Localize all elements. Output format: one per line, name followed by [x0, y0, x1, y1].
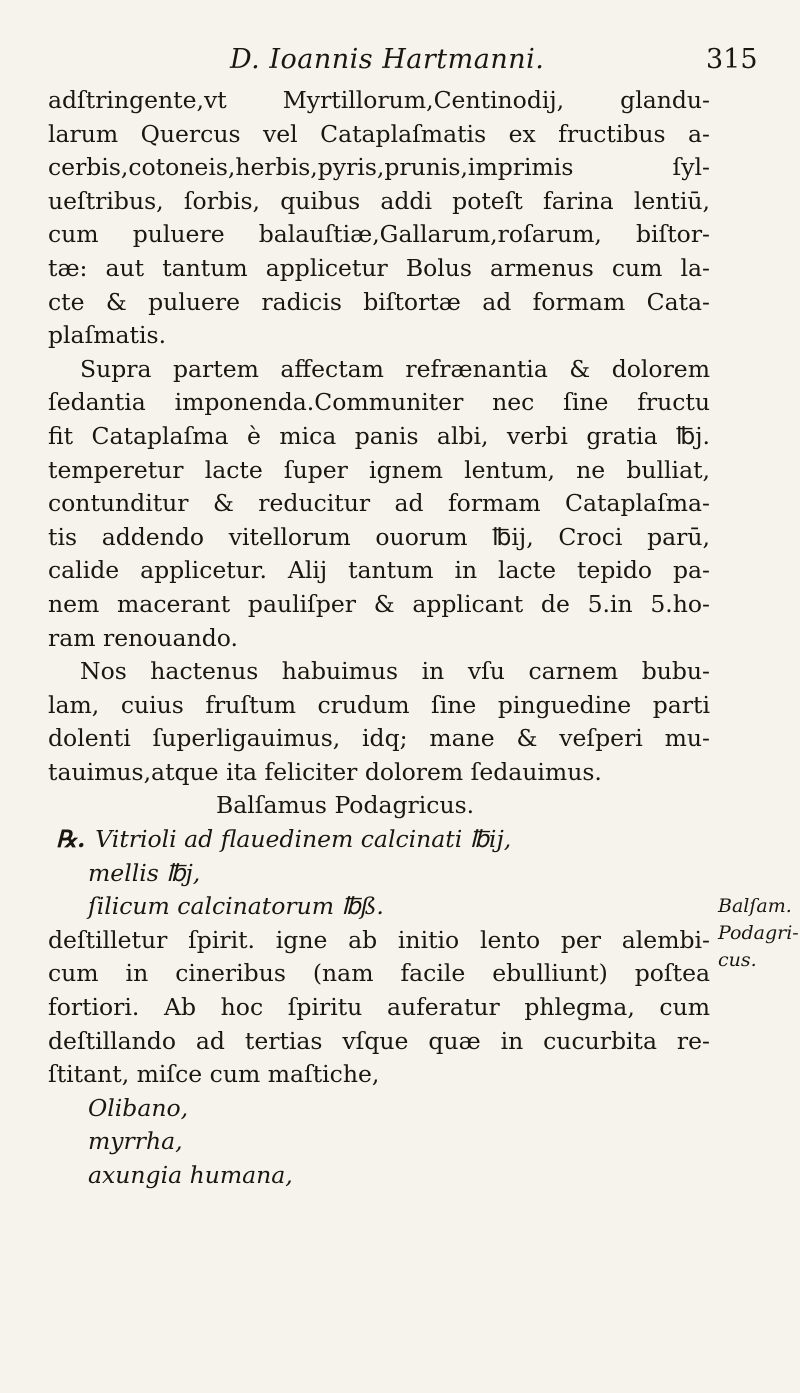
margin-note-line: cus.: [718, 949, 757, 971]
text-line: ſtitant, miſce cum maſtiche,: [48, 1060, 380, 1089]
text-line: deſtilletur ſpirit. igne ab initio lento per alembi-: [48, 925, 710, 954]
margin-note-line: Balſam.: [718, 895, 792, 917]
text-line: tauimus,atque ita feliciter dolorem ſedauimus.: [48, 757, 602, 786]
margin-note: [718, 893, 800, 974]
running-head-title: D. Ioannis Hartmanni.: [230, 44, 545, 75]
text-line: lam, cuius fruſtum crudum ſine pinguedine parti: [48, 690, 710, 719]
text-line: fortiori. Ab hoc ſpiritu auferatur phlegma, cum: [48, 993, 710, 1022]
text-line: Nos hactenus habuimus in vſu carnem bubu-: [80, 657, 710, 686]
text-line: larum Quercus vel Cataplaſmatis ex fructibus a-: [48, 119, 710, 148]
text-line: tis addendo vitellorum ouorum ℔ij, Croci parū,: [48, 522, 710, 551]
ingredient-line: axungia humana,: [88, 1161, 293, 1189]
recipe-heading: Balſamus Podagricus.: [216, 791, 475, 820]
text-line: dolenti ſuperligauimus, idq; mane & veſperi mu-: [48, 724, 710, 753]
page-number: 315: [706, 44, 758, 75]
body-text: [48, 84, 710, 1193]
text-line: cum in cineribus (nam facile ebulliunt) poſtea: [48, 959, 710, 988]
text-line: cerbis,cotoneis,herbis,pyris,prunis,imprimis ſyl-: [48, 153, 710, 182]
text-line: ueſtribus, ſorbis, quibus addi poteſt farina lentiū,: [48, 186, 710, 215]
text-line: fit Cataplaſma è mica panis albi, verbi gratia ℔j.: [48, 421, 710, 450]
text-line: contunditur & reducitur ad formam Cataplaſma-: [48, 489, 710, 518]
text-line: cum puluere balauſtiæ,Gallarum,roſarum, biſtor-: [48, 220, 710, 249]
ingredient-line: Olibano,: [88, 1093, 189, 1122]
text-line: tæ: aut tantum applicetur Bolus armenus cum la-: [48, 253, 710, 282]
text-line: deſtillando ad tertias vſque quæ in cucurbita re-: [48, 1026, 710, 1055]
margin-note-line: Podagri-: [718, 922, 799, 944]
ingredient-line: mellis ℔j,: [88, 858, 201, 887]
text-line: nem macerant pauliſper & applicant de 5.in 5.ho-: [48, 589, 710, 618]
recipe-symbol: ℞.: [56, 825, 86, 854]
text-line: temperetur lacte ſuper ignem lentum, ne bulliat,: [48, 455, 710, 484]
text-line: plaſmatis.: [48, 321, 167, 350]
text-line: calide applicetur. Alij tantum in lacte tepido pa-: [48, 556, 710, 585]
text-line: adſtringente,vt Myrtillorum,Centinodij, glandu-: [48, 86, 710, 114]
text-line: ram renouando.: [48, 623, 238, 652]
ingredient-line: ſilicum calcinatorum ℔ß.: [88, 892, 384, 921]
ingredient-line: [48, 823, 710, 857]
text-line: Supra partem affectam refrænantia & dolorem: [80, 354, 710, 383]
ingredient-line: myrrha,: [88, 1127, 183, 1156]
text-line: ſedantia imponenda.Communiter nec ſine fructu: [48, 388, 710, 417]
running-head: [0, 38, 800, 78]
text-line: cte & puluere radicis biſtortæ ad formam Cata-: [48, 287, 710, 316]
ingredient-text: Vitrioli ad flauedinem calcinati ℔ij,: [95, 825, 512, 854]
